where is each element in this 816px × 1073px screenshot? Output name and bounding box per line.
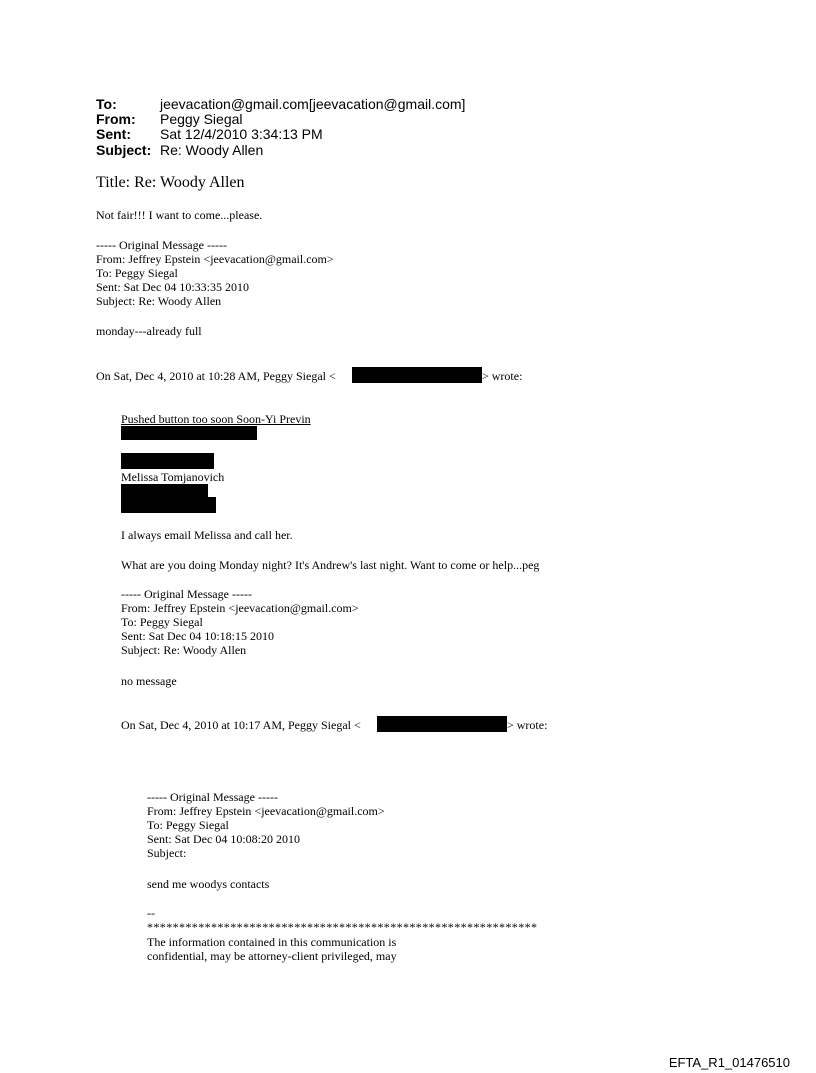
original-subject: Subject: bbox=[147, 846, 187, 860]
confidentiality-line-2: confidential, may be attorney-client privileged, may bbox=[147, 949, 397, 963]
redaction-bar bbox=[377, 716, 507, 732]
original-subject: Subject: Re: Woody Allen bbox=[96, 294, 222, 308]
reply-text: Not fair!!! I want to come...please. bbox=[96, 208, 263, 222]
original-message-3 bbox=[147, 790, 385, 860]
to-value: jeevacation@gmail.com[jeevacation@gmail.com] bbox=[160, 96, 466, 112]
original-from: From: Jeffrey Epstein <jeevacation@gmail.com> bbox=[121, 601, 359, 615]
original-message-1 bbox=[96, 238, 334, 308]
signature-stars: ************************************************************* bbox=[147, 920, 538, 934]
redaction-bar bbox=[352, 367, 482, 383]
original-to: To: Peggy Siegal bbox=[147, 818, 229, 832]
wrote-line-2-prefix: On Sat, Dec 4, 2010 at 10:17 AM, Peggy Siegal < bbox=[121, 718, 361, 732]
message-text-1: monday---already full bbox=[96, 324, 202, 338]
wrote-line-1-prefix: On Sat, Dec 4, 2010 at 10:28 AM, Peggy Siegal < bbox=[96, 369, 336, 383]
redaction-bar bbox=[121, 484, 208, 497]
redaction-bar bbox=[121, 497, 216, 513]
original-to: To: Peggy Siegal bbox=[121, 615, 203, 629]
wrote-line-2-suffix: > wrote: bbox=[507, 718, 548, 732]
original-from: From: Jeffrey Epstein <jeevacation@gmail.com> bbox=[96, 252, 334, 266]
redaction-bar bbox=[121, 426, 257, 440]
confidentiality-line-1: The information contained in this communication is bbox=[147, 935, 397, 949]
original-from: From: Jeffrey Epstein <jeevacation@gmail.com> bbox=[147, 804, 385, 818]
original-marker: ----- Original Message ----- bbox=[96, 238, 227, 252]
message-text-2: no message bbox=[121, 674, 177, 688]
sent-label: Sent: bbox=[96, 126, 131, 142]
signature-dash: -- bbox=[147, 906, 155, 920]
original-to: To: Peggy Siegal bbox=[96, 266, 178, 280]
original-message-2 bbox=[121, 587, 359, 657]
from-value: Peggy Siegal bbox=[160, 111, 243, 127]
message-text-3: send me woodys contacts bbox=[147, 877, 270, 891]
wrote-line-1-suffix: > wrote: bbox=[482, 369, 523, 383]
original-sent: Sent: Sat Dec 04 10:18:15 2010 bbox=[121, 629, 274, 643]
document-id: EFTA_R1_01476510 bbox=[668, 1055, 790, 1070]
sent-value: Sat 12/4/2010 3:34:13 PM bbox=[160, 126, 323, 142]
melissa-text: Melissa Tomjanovich bbox=[121, 470, 225, 484]
original-marker: ----- Original Message ----- bbox=[121, 587, 252, 601]
document-title: Title: Re: Woody Allen bbox=[96, 174, 245, 191]
monday-question-text: What are you doing Monday night? It's Andrew's last night. Want to come or help...peg bbox=[121, 558, 540, 572]
redaction-bar bbox=[121, 453, 214, 469]
always-text: I always email Melissa and call her. bbox=[121, 528, 293, 542]
to-label: To: bbox=[96, 96, 117, 112]
original-sent: Sent: Sat Dec 04 10:33:35 2010 bbox=[96, 280, 249, 294]
original-subject: Subject: Re: Woody Allen bbox=[121, 643, 247, 657]
subject-label: Subject: bbox=[96, 142, 152, 158]
from-label: From: bbox=[96, 111, 136, 127]
original-sent: Sent: Sat Dec 04 10:08:20 2010 bbox=[147, 832, 300, 846]
pushed-text: Pushed button too soon Soon-Yi Previn bbox=[121, 412, 311, 426]
original-marker: ----- Original Message ----- bbox=[147, 790, 278, 804]
subject-value: Re: Woody Allen bbox=[160, 142, 264, 158]
